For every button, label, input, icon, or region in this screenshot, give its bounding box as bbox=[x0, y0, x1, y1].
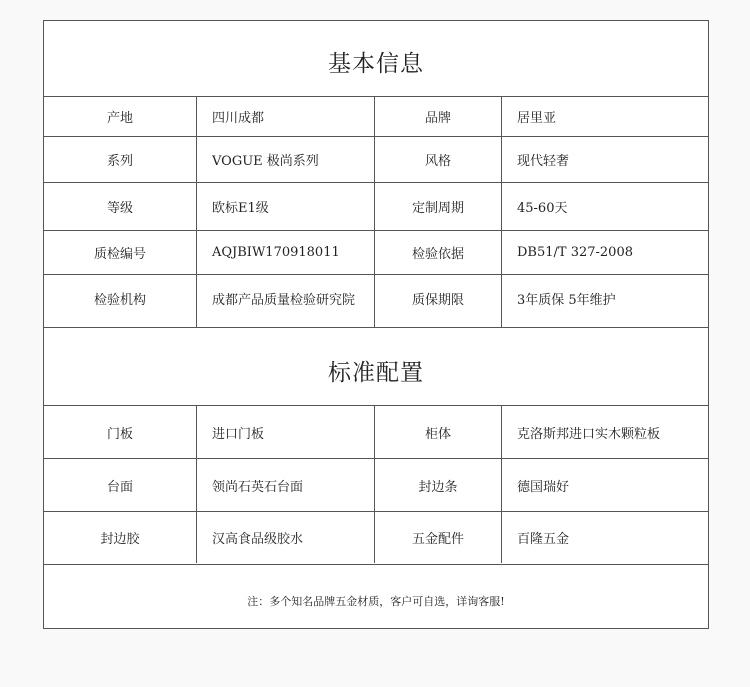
row-value-standard: DB51/T 327-2008 bbox=[517, 245, 633, 260]
row-label-warranty: 质保期限 bbox=[411, 293, 464, 308]
row-label-countertop: 台面 bbox=[106, 479, 133, 495]
row-label-institution: 检验机构 bbox=[93, 293, 146, 308]
row-value-brand: 居里亚 bbox=[517, 111, 557, 126]
row-value-hardware: 百隆五金 bbox=[517, 532, 570, 547]
row-value-institution: 成都产品质量检验研究院 bbox=[212, 293, 356, 308]
row-value-edge-strip: 德国瑞好 bbox=[517, 479, 570, 495]
row-label-cabinet: 柜体 bbox=[424, 426, 451, 442]
row-value-warranty: 3年质保 5年维护 bbox=[517, 293, 616, 308]
row-label-standard: 检验依据 bbox=[411, 247, 464, 262]
row-value-series: VOGUE 极尚系列 bbox=[212, 154, 319, 169]
row-value-door: 进口门板 bbox=[212, 426, 265, 442]
standard-config-title: 标准配置 bbox=[328, 360, 424, 386]
row-label-grade: 等级 bbox=[106, 201, 133, 216]
row-label-edge-glue: 封边胶 bbox=[100, 532, 140, 547]
row-value-grade: 欧标E1级 bbox=[212, 201, 269, 216]
row-value-countertop: 领尚石英石台面 bbox=[212, 479, 304, 495]
row-value-inspection-no: AQJBIW170918011 bbox=[212, 245, 340, 260]
row-value-lead-time: 45-60天 bbox=[517, 201, 568, 216]
row-label-door: 门板 bbox=[106, 426, 133, 442]
row-label-origin: 产地 bbox=[106, 111, 133, 126]
row-label-style: 风格 bbox=[424, 154, 451, 169]
section-divider bbox=[44, 327, 708, 328]
row-label-hardware: 五金配件 bbox=[411, 532, 464, 547]
row-label-series: 系列 bbox=[106, 154, 133, 169]
row-value-cabinet: 克洛斯邦进口实木颗粒板 bbox=[517, 426, 661, 442]
row-value-style: 现代轻奢 bbox=[517, 154, 570, 169]
row-label-inspection-no: 质检编号 bbox=[93, 247, 146, 262]
row-label-brand: 品牌 bbox=[424, 111, 451, 126]
spec-sheet bbox=[43, 20, 709, 629]
footnote: 注：多个知名品牌五金材质，客户可自选，详询客服! bbox=[247, 595, 505, 608]
basic-info-title: 基本信息 bbox=[328, 51, 424, 77]
row-value-edge-glue: 汉高食品级胶水 bbox=[212, 532, 304, 547]
row-value-origin: 四川成都 bbox=[212, 111, 265, 126]
row-label-edge-strip: 封边条 bbox=[418, 479, 458, 495]
section-divider bbox=[44, 564, 708, 565]
row-label-lead-time: 定制周期 bbox=[411, 201, 464, 216]
